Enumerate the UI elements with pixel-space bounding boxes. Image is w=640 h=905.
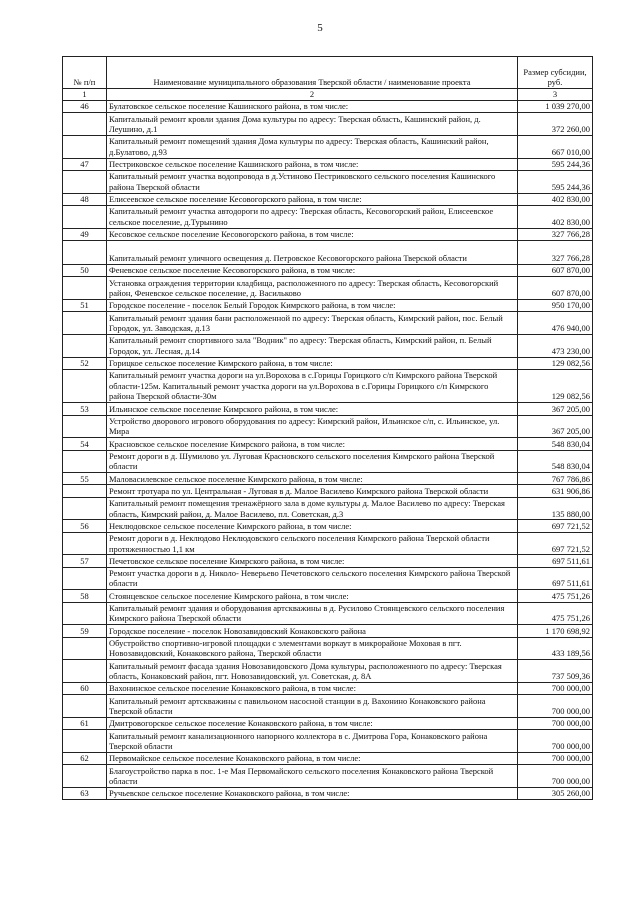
row-number: [63, 532, 107, 555]
municipality-row: [63, 520, 593, 532]
row-number: 57: [63, 555, 107, 567]
row-number: 54: [63, 438, 107, 450]
project-row: [63, 277, 593, 300]
table-header: [63, 57, 593, 101]
row-number: [63, 369, 107, 402]
municipality-name: Ильинское сельское поселение Кимрского района, в том числе:: [107, 403, 518, 415]
project-name: Устройство дворового игрового оборудования по адресу: Кимрский район, Ильинское с/п, с. Ильинское, ул. Мира: [107, 415, 518, 438]
subsidy-table: [62, 56, 593, 800]
municipality-row: [63, 473, 593, 485]
project-name: Капитальный ремонт артскважины с павильоном насосной станции в д. Вахонино Конаковского района Тверской области: [107, 695, 518, 718]
subsidy-amount: 135 880,00: [518, 497, 593, 520]
row-number: [63, 136, 107, 159]
municipality-row: [63, 403, 593, 415]
row-number: 52: [63, 357, 107, 369]
row-number: 53: [63, 403, 107, 415]
subsidy-amount: 548 830,04: [518, 438, 593, 450]
row-number: [63, 277, 107, 300]
project-row: [63, 171, 593, 194]
municipality-row: [63, 228, 593, 240]
row-number: [63, 660, 107, 683]
header-amount: Размер субсидии, руб.: [518, 57, 593, 89]
row-number: [63, 206, 107, 229]
row-number: 48: [63, 193, 107, 205]
municipality-row: [63, 158, 593, 170]
municipality-name: Неклюдовское сельское поселение Кимрского района, в том числе:: [107, 520, 518, 532]
row-number: 61: [63, 718, 107, 730]
project-row: [63, 602, 593, 625]
municipality-row: [63, 683, 593, 695]
project-name: Капитальный ремонт помещений здания Дома культуры по адресу: Тверская область, Кашинский район, д.Булатово, д.93: [107, 136, 518, 159]
municipality-row: [63, 555, 593, 567]
municipality-row: [63, 788, 593, 800]
row-number: [63, 450, 107, 473]
header-number: № п/п: [63, 57, 107, 89]
project-row: [63, 415, 593, 438]
municipality-name: Красновское сельское поселение Кимрского района, в том числе:: [107, 438, 518, 450]
page-number: 5: [317, 22, 323, 34]
municipality-row: [63, 300, 593, 312]
municipality-name: Феневское сельское поселение Кесовогорского района, в том числе:: [107, 265, 518, 277]
project-row: [63, 497, 593, 520]
municipality-row: [63, 193, 593, 205]
row-number: [63, 485, 107, 497]
project-row: [63, 113, 593, 136]
subsidy-amount: 476 940,00: [518, 312, 593, 335]
subsidy-amount: 607 870,00: [518, 265, 593, 277]
project-row: [63, 335, 593, 358]
row-number: [63, 695, 107, 718]
header-row: [63, 57, 593, 89]
subsidy-amount: 1 170 698,92: [518, 625, 593, 637]
row-number: 49: [63, 228, 107, 240]
subsidy-amount: 1 039 270,00: [518, 101, 593, 113]
municipality-row: [63, 718, 593, 730]
subsidy-amount: 475 751,26: [518, 590, 593, 602]
municipality-name: Стоянцевское сельское поселение Кимрского района, в том числе:: [107, 590, 518, 602]
subsidy-amount: 700 000,00: [518, 730, 593, 753]
municipality-name: Маловасилевское сельское поселение Кимрского района, в том числе:: [107, 473, 518, 485]
subsidy-amount: 700 000,00: [518, 765, 593, 788]
project-row: [63, 532, 593, 555]
municipality-name: Ручьевское сельское поселение Конаковского района, в том числе:: [107, 788, 518, 800]
municipality-row: [63, 265, 593, 277]
project-name: Капитальный ремонт участка дороги на ул.Ворохова в с.Горицы Горицкого с/п Кимрского района Тверской области-125м. Капитальный ремонт участка дороги на ул.Ворохова в с.Горицы Горицкого с/п Кимрского района Тверской области-30м: [107, 369, 518, 402]
project-row: [63, 485, 593, 497]
subsidy-amount: 700 000,00: [518, 695, 593, 718]
project-row: [63, 241, 593, 265]
project-name: Ремонт дороги в д. Шумилово ул. Луговая Красновского сельского поселения Кимрского района Тверской области: [107, 450, 518, 473]
table-body: [63, 101, 593, 800]
row-number: 46: [63, 101, 107, 113]
row-number: 55: [63, 473, 107, 485]
municipality-name: Печетовское сельское поселение Кимрского района, в том числе:: [107, 555, 518, 567]
project-name: Капитальный ремонт участка водопровода в д.Устиново Пестриковского сельского поселения Кашинского района Тверской области: [107, 171, 518, 194]
municipality-row: [63, 625, 593, 637]
column-number-row: [63, 89, 593, 101]
municipality-name: Кесовское сельское поселение Кесовогорского района, в том числе:: [107, 228, 518, 240]
project-name: Ремонт дороги в д. Неклюдово Неклюдовского сельского поселения Кимрского района Тверской области протяженностью 1,1 км: [107, 532, 518, 555]
column-number-3: 3: [518, 89, 593, 101]
project-name: Обустройство спортивно-игровой площадки с элементами воркаут в микрорайоне Моховая в пгт. Новозавидовский, Конаковского района, Тверской области: [107, 637, 518, 660]
project-name: Установка ограждения территории кладбища, расположенного по адресу: Тверская область, Кесовогорский район, Феневское сельское поселение, д. Васильково: [107, 277, 518, 300]
row-number: [63, 113, 107, 136]
municipality-row: [63, 753, 593, 765]
municipality-row: [63, 438, 593, 450]
row-number: [63, 497, 107, 520]
project-name: Капитальный ремонт спортивного зала "Водник" по адресу: Тверская область, Кимрский район, п. Белый Городок, ул. Лесная, д.14: [107, 335, 518, 358]
row-number: 51: [63, 300, 107, 312]
row-number: 59: [63, 625, 107, 637]
project-name: Благоустройство парка в пос. 1-е Мая Первомайского сельского поселения Конаковского района Тверской области: [107, 765, 518, 788]
row-number: 60: [63, 683, 107, 695]
subsidy-amount: 129 082,56: [518, 369, 593, 402]
project-name: Капитальный ремонт уличного освещения д. Петровское Кесовогорского района Тверской области: [107, 241, 518, 265]
project-name: Капитальный ремонт помещения тренажёрного зала в доме культуры д. Малое Василево по адресу: Тверская область, Кимрский район, д. Малое Василево, пл. Советская, д.3: [107, 497, 518, 520]
municipality-name: Вахонинское сельское поселение Конаковского района, в том числе:: [107, 683, 518, 695]
project-row: [63, 312, 593, 335]
project-name: Ремонт тротуара по ул. Центральная - Луговая в д. Малое Василево Кимрского района Тверской области: [107, 485, 518, 497]
project-name: Капитальный ремонт кровли здания Дома культуры по адресу: Тверская область, Кашинский район, д. Леушино, д.1: [107, 113, 518, 136]
municipality-name: Пестриковское сельское поселение Кашинского района, в том числе:: [107, 158, 518, 170]
column-number-1: 1: [63, 89, 107, 101]
municipality-name: Елисеевское сельское поселение Кесовогорского района, в том числе:: [107, 193, 518, 205]
subsidy-amount: 700 000,00: [518, 683, 593, 695]
row-number: [63, 730, 107, 753]
row-number: [63, 312, 107, 335]
header-name: Наименование муниципального образования Тверской области / наименование проекта: [107, 57, 518, 89]
row-number: [63, 335, 107, 358]
subsidy-amount: 595 244,36: [518, 158, 593, 170]
subsidy-amount: 697 511,61: [518, 555, 593, 567]
subsidy-amount: 700 000,00: [518, 753, 593, 765]
subsidy-amount: 473 230,00: [518, 335, 593, 358]
column-number-2: 2: [107, 89, 518, 101]
row-number: [63, 637, 107, 660]
subsidy-amount: 475 751,26: [518, 602, 593, 625]
row-number: [63, 171, 107, 194]
row-number: [63, 567, 107, 590]
municipality-row: [63, 357, 593, 369]
subsidy-amount: 402 830,00: [518, 206, 593, 229]
subsidy-amount: 327 766,28: [518, 241, 593, 265]
subsidy-amount: 595 244,36: [518, 171, 593, 194]
project-row: [63, 450, 593, 473]
project-name: Ремонт участка дороги в д. Николо- Неверьево Печетовского сельского поселения Кимрского района Тверской области: [107, 567, 518, 590]
project-row: [63, 765, 593, 788]
row-number: 62: [63, 753, 107, 765]
row-number: 56: [63, 520, 107, 532]
project-row: [63, 136, 593, 159]
subsidy-amount: 700 000,00: [518, 718, 593, 730]
subsidy-amount: 697 721,52: [518, 520, 593, 532]
project-row: [63, 567, 593, 590]
municipality-name: Городское поселение - поселок Белый Городок Кимрского района, в том числе:: [107, 300, 518, 312]
row-number: 47: [63, 158, 107, 170]
subsidy-amount: 767 786,86: [518, 473, 593, 485]
project-row: [63, 637, 593, 660]
subsidy-amount: 433 189,56: [518, 637, 593, 660]
row-number: [63, 602, 107, 625]
subsidy-amount: 697 511,61: [518, 567, 593, 590]
project-name: Капитальный ремонт здания и оборудования артскважины в д. Русилово Стоянцевского сельского поселения Кимрского района Тверской области: [107, 602, 518, 625]
subsidy-amount: 548 830,04: [518, 450, 593, 473]
subsidy-amount: 367 205,00: [518, 403, 593, 415]
project-row: [63, 730, 593, 753]
subsidy-amount: 129 082,56: [518, 357, 593, 369]
project-row: [63, 369, 593, 402]
subsidy-amount: 372 260,00: [518, 113, 593, 136]
subsidy-amount: 305 260,00: [518, 788, 593, 800]
row-number: 58: [63, 590, 107, 602]
project-name: Капитальный ремонт участка автодороги по адресу: Тверская область, Кесовогорский район, Елисеевское сельское поселение, д.Турынино: [107, 206, 518, 229]
project-row: [63, 660, 593, 683]
subsidy-amount: 327 766,28: [518, 228, 593, 240]
subsidy-amount: 697 721,52: [518, 532, 593, 555]
row-number: 63: [63, 788, 107, 800]
municipality-name: Горицкое сельское поселение Кимрского района, в том числе:: [107, 357, 518, 369]
row-number: [63, 765, 107, 788]
row-number: 50: [63, 265, 107, 277]
project-row: [63, 695, 593, 718]
subsidy-amount: 631 906,86: [518, 485, 593, 497]
subsidy-amount: 737 509,36: [518, 660, 593, 683]
project-name: Капитальный ремонт фасада здания Новозавидовского Дома культуры, расположенного по адресу: Тверская область, Конаковский район, пгт. Новозавидовский, ул. Советская, д. 8А: [107, 660, 518, 683]
subsidy-amount: 367 205,00: [518, 415, 593, 438]
municipality-name: Дмитровогорское сельское поселение Конаковского района, в том числе:: [107, 718, 518, 730]
row-number: [63, 415, 107, 438]
subsidy-amount: 950 170,00: [518, 300, 593, 312]
municipality-row: [63, 590, 593, 602]
row-number: [63, 241, 107, 265]
project-row: [63, 206, 593, 229]
municipality-name: Городское поселение - поселок Новозавидовский Конаковского района: [107, 625, 518, 637]
project-name: Капитальный ремонт канализационного напорного коллектора в с. Дмитрова Гора, Конаковского района Тверской области: [107, 730, 518, 753]
municipality-row: [63, 101, 593, 113]
project-name: Капитальный ремонт здания бани расположенной по адресу: Тверская область, Кимрский район, пос. Белый Городок, ул. Заводская, д.13: [107, 312, 518, 335]
subsidy-amount: 607 870,00: [518, 277, 593, 300]
subsidy-amount: 667 010,00: [518, 136, 593, 159]
municipality-name: Первомайское сельское поселение Конаковского района, в том числе:: [107, 753, 518, 765]
subsidy-amount: 402 830,00: [518, 193, 593, 205]
municipality-name: Булатовское сельское поселение Кашинского района, в том числе:: [107, 101, 518, 113]
